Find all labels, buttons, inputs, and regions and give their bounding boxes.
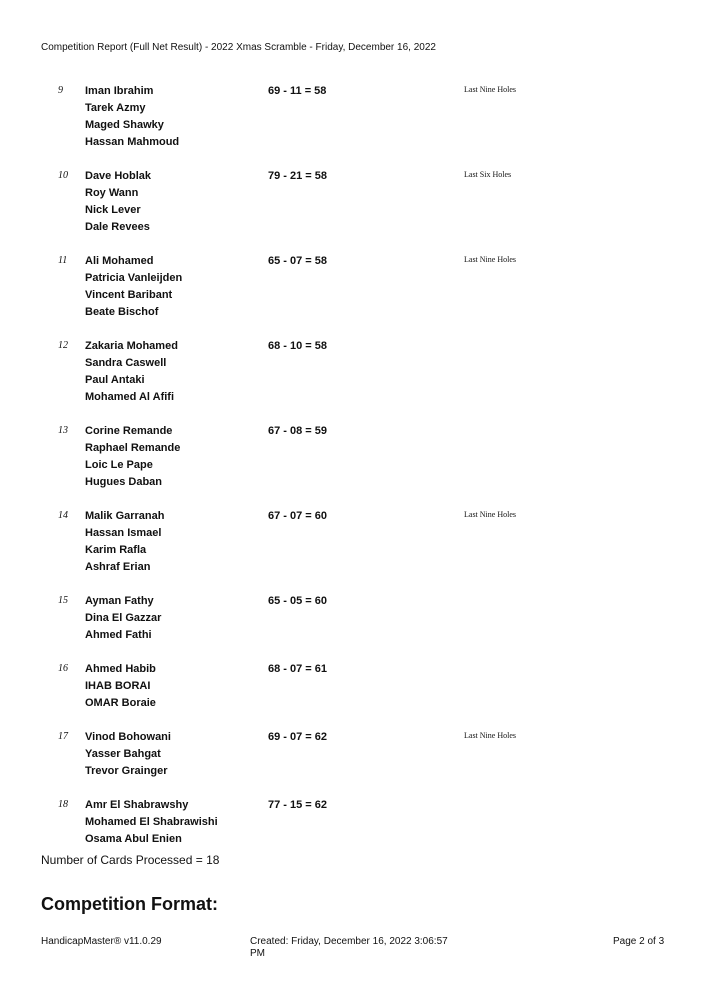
player-name: Hassan Ismael: [85, 527, 162, 539]
player-name: Dave Hoblak: [85, 170, 152, 182]
result-position: 18: [58, 799, 68, 810]
player-name: IHAB BORAI: [85, 680, 151, 692]
player-name: Ashraf Erian: [85, 561, 151, 573]
player-name: Raphael Remande: [85, 442, 181, 454]
result-position: 13: [58, 425, 68, 436]
report-header: Competition Report (Full Net Result) - 2022 Xmas Scramble - Friday, December 16, 2022: [41, 42, 436, 53]
footer-software: HandicapMaster® v11.0.29: [41, 936, 162, 947]
footer-page-number: Page 2 of 3: [613, 936, 665, 947]
result-position: 9: [58, 85, 63, 96]
player-name: Zakaria Mohamed: [85, 340, 178, 352]
result-position: 11: [58, 255, 68, 266]
player-name: Corine Remande: [85, 425, 173, 437]
cards-processed: Number of Cards Processed = 18: [41, 853, 220, 867]
player-name: Roy Wann: [85, 187, 139, 199]
player-name: Vinod Bohowani: [85, 731, 171, 743]
team-players: [85, 169, 151, 237]
player-name: Ahmed Fathi: [85, 629, 152, 641]
player-name: Tarek Azmy: [85, 102, 146, 114]
player-name: Yasser Bahgat: [85, 748, 161, 760]
player-name: Ali Mohamed: [85, 255, 154, 267]
player-name: Malik Garranah: [85, 510, 165, 522]
player-name: Paul Antaki: [85, 374, 145, 386]
player-name: Hassan Mahmoud: [85, 136, 180, 148]
result-position: 12: [58, 340, 68, 351]
net-score: 69 - 07 = 62: [268, 731, 328, 743]
team-players: [85, 662, 156, 713]
tiebreak-note: Last Nine Holes: [464, 510, 516, 519]
team-players: [85, 424, 180, 492]
player-name: Mohamed El Shabrawishi: [85, 816, 218, 828]
player-name: Osama Abul Enien: [85, 833, 182, 845]
net-score: 68 - 07 = 61: [268, 663, 328, 675]
net-score: 69 - 11 = 58: [268, 85, 327, 97]
player-name: Amr El Shabrawshy: [85, 799, 189, 811]
net-score: 77 - 15 = 62: [268, 799, 328, 811]
team-players: [85, 509, 164, 577]
team-players: [85, 594, 161, 645]
net-score: 68 - 10 = 58: [268, 340, 328, 352]
net-score: 65 - 05 = 60: [268, 595, 328, 607]
team-players: [85, 798, 218, 849]
team-players: [85, 339, 178, 407]
result-position: 16: [58, 663, 68, 674]
team-players: [85, 730, 171, 781]
player-name: Ayman Fathy: [85, 595, 154, 607]
player-name: Loic Le Pape: [85, 459, 153, 471]
player-name: Dina El Gazzar: [85, 612, 162, 624]
result-position: 14: [58, 510, 68, 521]
player-name: Patricia Vanleijden: [85, 272, 183, 284]
tiebreak-note: Last Nine Holes: [464, 85, 516, 94]
player-name: Dale Revees: [85, 221, 150, 233]
tiebreak-note: Last Nine Holes: [464, 731, 516, 740]
player-name: Karim Rafla: [85, 544, 147, 556]
player-name: Ahmed Habib: [85, 663, 156, 675]
player-name: Maged Shawky: [85, 119, 164, 131]
net-score: 79 - 21 = 58: [268, 170, 328, 182]
player-name: Trevor Grainger: [85, 765, 168, 777]
tiebreak-note: Last Nine Holes: [464, 255, 516, 264]
team-players: [85, 84, 179, 152]
net-score: 65 - 07 = 58: [268, 255, 328, 267]
player-name: Nick Lever: [85, 204, 141, 216]
player-name: Hugues Daban: [85, 476, 163, 488]
net-score: 67 - 08 = 59: [268, 425, 328, 437]
result-position: 17: [58, 731, 68, 742]
tiebreak-note: Last Six Holes: [464, 170, 512, 179]
player-name: Vincent Baribant: [85, 289, 173, 301]
player-name: Iman Ibrahim: [85, 85, 154, 97]
competition-format-heading: Competition Format:: [41, 894, 218, 914]
footer-created: Created: Friday, December 16, 2022 3:06:57 PM: [250, 936, 448, 959]
team-players: [85, 254, 182, 322]
player-name: Beate Bischof: [85, 306, 159, 318]
result-position: 10: [58, 170, 68, 181]
result-position: 15: [58, 595, 68, 606]
player-name: Mohamed Al Afifi: [85, 391, 175, 403]
player-name: OMAR Boraie: [85, 697, 156, 709]
player-name: Sandra Caswell: [85, 357, 167, 369]
net-score: 67 - 07 = 60: [268, 510, 328, 522]
